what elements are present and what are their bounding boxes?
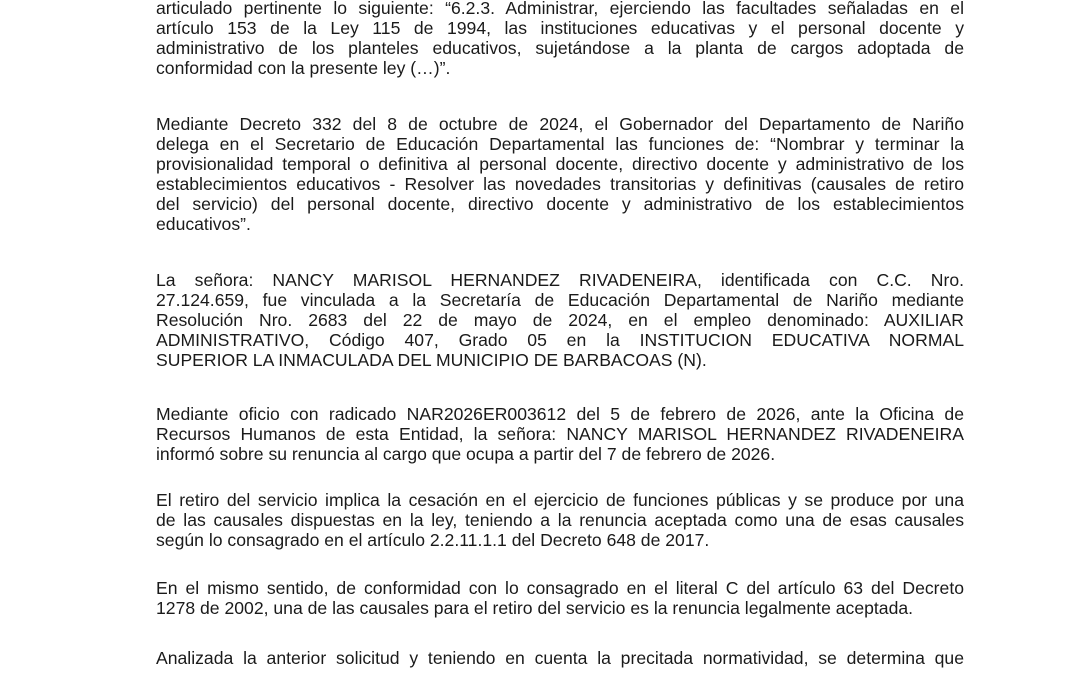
text-line: El retiro del servicio implica la cesación en el ejercicio de funciones públicas y se produce por una (156, 490, 964, 510)
text-line: Recursos Humanos de esta Entidad, la señora: NANCY MARISOL HERNANDEZ RIVADENEIRA (156, 424, 964, 444)
text-line: La señora: NANCY MARISOL HERNANDEZ RIVADENEIRA, identificada con C.C. Nro. (156, 270, 964, 290)
paragraph (156, 578, 964, 618)
text-line: 27.124.659, fue vinculada a la Secretaría de Educación Departamental de Nariño mediante (156, 290, 964, 310)
paragraph (156, 490, 964, 550)
paragraph (156, 404, 964, 464)
text-line: según lo consagrado en el artículo 2.2.11.1.1 del Decreto 648 de 2017. (156, 530, 710, 550)
text-line: ADMINISTRATIVO, Código 407, Grado 05 en la INSTITUCION EDUCATIVA NORMAL (156, 330, 964, 350)
text-line: Analizada la anterior solicitud y teniendo en cuenta la precitada normatividad, se determina que (156, 648, 964, 668)
text-line: articulado pertinente lo siguiente: “6.2.3. Administrar, ejerciendo las facultades señaladas en el (156, 0, 964, 18)
paragraph (156, 0, 964, 78)
text-line: delega en el Secretario de Educación Departamental las funciones de: “Nombrar y terminar la (156, 134, 964, 154)
text-line: Resolución Nro. 2683 del 22 de mayo de 2024, en el empleo denominado: AUXILIAR (156, 310, 964, 330)
text-line: de las causales dispuestas en la ley, teniendo a la renuncia aceptada como una de esas causales (156, 510, 964, 530)
text-line: educativos”. (156, 214, 251, 234)
text-line: Mediante oficio con radicado NAR2026ER003612 del 5 de febrero de 2026, ante la Oficina de (156, 404, 964, 424)
text-line: del servicio) del personal docente, directivo docente y administrativo de los establecimientos (156, 194, 964, 214)
text-line: establecimientos educativos - Resolver las novedades transitorias y definitivas (causales de retiro (156, 174, 964, 194)
text-line: conformidad con la presente ley (…)”. (156, 58, 451, 78)
paragraph (156, 114, 964, 234)
paragraph (156, 648, 964, 668)
text-line: artículo 153 de la Ley 115 de 1994, las instituciones educativas y el personal docente y (156, 18, 964, 38)
text-line: SUPERIOR LA INMACULADA DEL MUNICIPIO DE BARBACOAS (N). (156, 350, 707, 370)
text-line: informó sobre su renuncia al cargo que ocupa a partir del 7 de febrero de 2026. (156, 444, 776, 464)
text-line: En el mismo sentido, de conformidad con lo consagrado en el literal C del artículo 63 del Decreto (156, 578, 964, 598)
text-line: 1278 de 2002, una de las causales para el retiro del servicio es la renuncia legalmente aceptada. (156, 598, 914, 618)
text-line: Mediante Decreto 332 del 8 de octubre de 2024, el Gobernador del Departamento de Nariño (156, 114, 964, 134)
text-line: provisionalidad temporal o definitiva al personal docente, directivo docente y administrativo de los (156, 154, 964, 174)
text-line: administrativo de los planteles educativos, sujetándose a la planta de cargos adoptada de (156, 38, 964, 58)
paragraph (156, 270, 964, 370)
